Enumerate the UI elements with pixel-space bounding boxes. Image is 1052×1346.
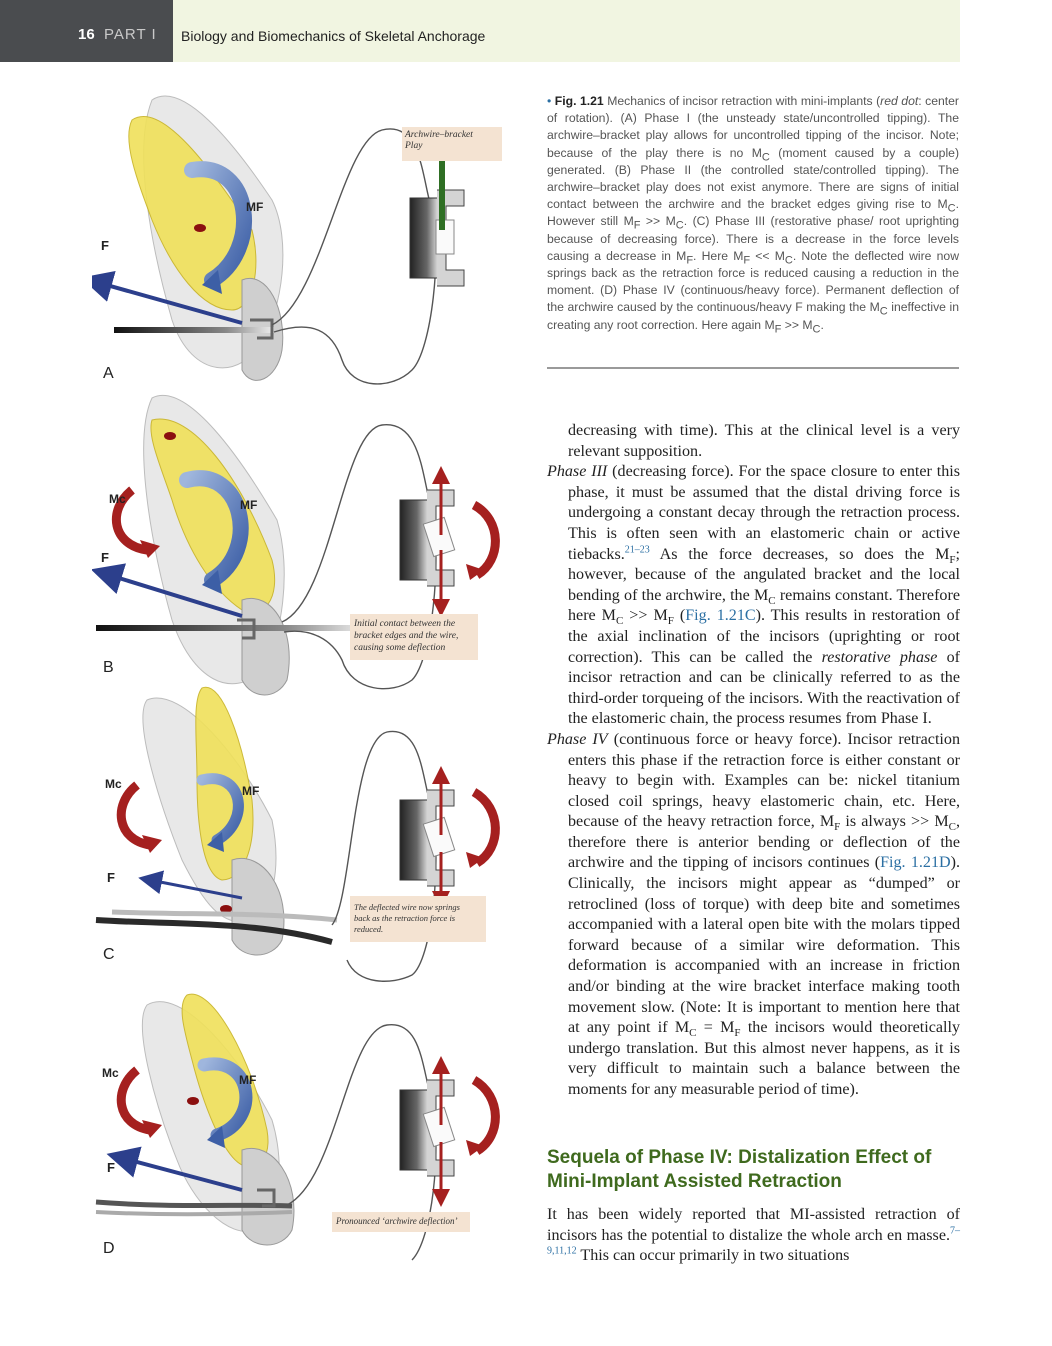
- body-column: [547, 421, 960, 1101]
- panel-label-a: A: [103, 365, 114, 382]
- note-a-line-1: Archwire–bracket: [405, 130, 473, 140]
- caption-bullet: •: [547, 94, 552, 108]
- force-label-a: F: [101, 238, 109, 253]
- figure-illustration: [92, 80, 502, 1270]
- section-heading: Sequela of Phase IV: Distalization Effect of Mini-Implant Assisted Retraction: [547, 1147, 932, 1192]
- mc-label-d: Mc: [102, 1066, 119, 1080]
- mc-label-b: Mc: [109, 492, 126, 506]
- panel-label-c: C: [103, 946, 115, 963]
- figure-1-21: [92, 80, 502, 1270]
- caption-text: Mechanics of incisor retraction with mini-implants (red dot: center of rotation). (A) Phase I (the unsteady state/uncontrolled tipping). The archwire–bracket play allows for uncontrolled tipping of the incisor. Note; because of the play there is no $M_C$ (moment caused by a couple) generated. (B) Phase II (the controlled state/controlled tipping). The archwire–bracket play does not exist anymore. There are signs of initial contact between the archwire and the bracket edges giving rise to $M_C$. However still $M_F >> M_C$. (C) Phase III (restorative phase/ root uprighting because of decreasing force). There is a decrease in the force levels causing a decrease in $M_F$. Here $M_F << M_C$. Note the deflected wire now springs back as the retraction force is reduced causing a reduction in the moment. (D) Phase IV (continuous/heavy force). Permanent deflection of the archwire caused by the continuous/heavy F making the $M_C$ ineffective in creating any root correction. Here again $M_F >> M_C$.: [547, 94, 959, 336]
- note-b-line-1: Initial contact between the: [354, 619, 456, 629]
- mf-label-b: MF: [240, 498, 258, 512]
- mf-label-c: MF: [242, 784, 260, 798]
- mc-label-c: Mc: [105, 777, 122, 791]
- note-d-line-1: Pronounced ‘archwire deflection’: [336, 1216, 458, 1226]
- note-b-line-2: bracket edges and the wire,: [354, 631, 459, 641]
- caption-label: Fig. 1.21: [554, 94, 604, 108]
- panel-label-d: D: [103, 1240, 115, 1257]
- note-c-line-3: reduced.: [354, 924, 384, 934]
- caption-divider: [547, 367, 959, 369]
- force-label-c: F: [107, 870, 115, 885]
- header-part-label: PART I: [104, 26, 157, 43]
- note-pronounced-deflection: [336, 1216, 470, 1227]
- note-a-line-2: Play: [405, 141, 423, 151]
- note-b-line-3: causing some deflection: [354, 643, 446, 653]
- paragraph-distalization: It has been widely reported that MI-assisted retraction of incisors has the potential to distalize the whole arch en masse.$^{7-9,11,12}$ This can occur primarily in two situations: [547, 1206, 960, 1265]
- note-wire-springs-back: [354, 902, 486, 935]
- figure-caption: [547, 93, 959, 334]
- paragraph-phase-iv: Phase IV (continuous force or heavy force). Incisor retraction enters this phase if the retraction force is either constant or heavy to begin with. Examples can be: nickel titanium closed coil springs, heavy elastomeric chain, etc. Here, because of the heavy retraction force, $M_F$ is always >> $M_C$, therefore there is anterior bending or deflection of the archwire and the tipping of incisors continues (Fig. 1.21D). Clinically, the incisors might appear as “dumped” or retroclined (loss of torque) with deep bite and sometimes accompanied with a lateral open bite with the molars tipped forward because of a similar wire deformation. This deformation is accompanied with an increase in friction and/or binding at the wire bracket interface making tooth movement slow. (Note: It is important to mention here that at any point if $M_C = M_F$ the incisors would theoretically undergo translation. But this almost never happens, as it is very difficult to maintain such a balance between the moments for any measurable period of time).: [547, 730, 961, 1098]
- note-c-line-1: The deflected wire now springs: [354, 902, 460, 912]
- paragraph-continuation: decreasing with time). This at the clinical level is a very relevant supposition.: [568, 422, 960, 460]
- paragraph-phase-iii: Phase III (decreasing force). For the space closure to enter this phase, it must be assumed that the distal driving force is undergoing a constant decay through the retraction process. This is often seen with an elastomeric chain or active tiebacks.$^{21-23}$ As the force decreases, so does the $M_F$; however, because of the angulated bracket and the local bending of the archwire, the $M_C$ remains constant. Therefore here $M_C >> M_F$ (Fig. 1.21C). This results in restoration of the axial inclination of the incisors (uprighting or root correction). This can be called the restorative phase of incisor retraction and can be clinically referred to as the third-order torqueing of the incisors. With the reactivation of the elastomeric chain, the process resumes from Phase I.: [547, 463, 960, 728]
- note-c-line-2: back as the retraction force is: [354, 913, 456, 923]
- force-label-b: F: [101, 550, 109, 565]
- panel-label-b: B: [103, 659, 114, 676]
- force-label-d: F: [107, 1160, 115, 1175]
- page-number: 16: [78, 26, 95, 43]
- panel-c: [96, 687, 495, 981]
- mf-label-a: MF: [246, 200, 264, 214]
- running-head-title: Biology and Biomechanics of Skeletal Anchorage: [181, 28, 486, 44]
- note-archwire-play: [405, 130, 501, 152]
- mf-label-d: MF: [239, 1073, 257, 1087]
- body-column-lower: [547, 1205, 960, 1267]
- note-initial-contact: [354, 618, 478, 654]
